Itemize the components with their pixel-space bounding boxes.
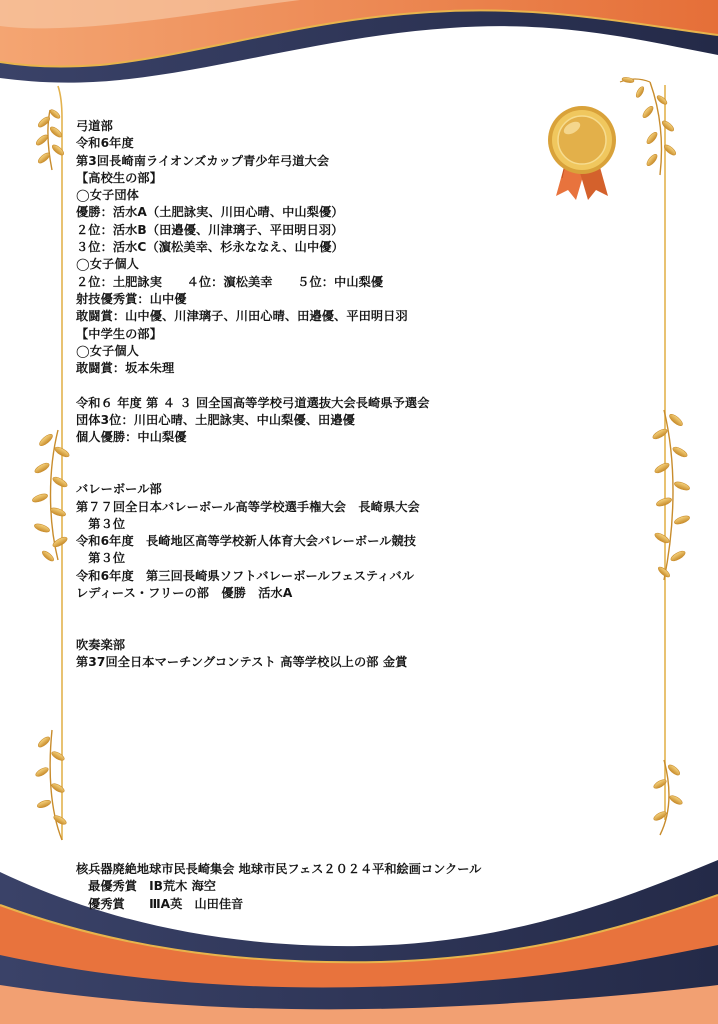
text-line: 令和６ 年度 第 ４ ３ 回全国高等学校弓道選抜大会長崎県予選会 xyxy=(76,395,430,410)
text-line: 優勝：活水A（土肥詠実、川田心晴、中山梨優） xyxy=(76,205,344,220)
laurel-branch-icon xyxy=(35,108,66,170)
peace-art-section xyxy=(76,861,636,913)
text-line: ２位：活水B（田邉優、川津璃子、平田明日羽） xyxy=(76,222,344,237)
text-line: ◯女子個人 xyxy=(76,343,139,358)
laurel-branch-icon xyxy=(651,410,690,580)
text-line: 敢闘賞：山中優、川津璃子、川田心晴、田邉優、平田明日羽 xyxy=(76,309,408,324)
text-line: 【高校生の部】 xyxy=(76,170,163,185)
text-line: 令和6年度 xyxy=(76,136,134,151)
text-line: レディース・フリーの部 優勝 活水A xyxy=(76,586,293,601)
section-title: バレーボール部 xyxy=(76,482,162,497)
spacer xyxy=(76,602,636,637)
text-line: 第３位 xyxy=(76,516,126,531)
section-title: 吹奏楽部 xyxy=(76,637,126,652)
laurel-branch-icon xyxy=(31,430,70,563)
text-line: 核兵器廃絶地球市民長崎集会 地球市民フェス２０２４平和絵画コンクール xyxy=(76,862,482,876)
text-line: ２位：土肥詠実 ４位：濵松美幸 ５位：中山梨優 xyxy=(76,274,384,289)
text-line: 団体3位：川田心晴、土肥詠実、中山梨優、田邉優 xyxy=(76,413,355,428)
text-line: 第3回長崎南ライオンズカップ青少年弓道大会 xyxy=(76,153,330,168)
text-line: 【中学生の部】 xyxy=(76,326,163,341)
kyudo-selection-section xyxy=(76,395,636,447)
laurel-branch-icon xyxy=(652,760,683,835)
text-line: 敢闘賞：坂本朱理 xyxy=(76,361,175,376)
text-line: ◯女子団体 xyxy=(76,188,139,203)
band-section xyxy=(76,637,636,672)
text-line: 令和6年度 第三回長崎県ソフトバレーボールフェスティバル xyxy=(76,568,415,583)
text-line: 第37回全日本マーチングコンテスト 高等学校以上の部 金賞 xyxy=(76,655,408,670)
text-line: 令和6年度 長崎地区高等学校新人体育大会バレーボール競技 xyxy=(76,534,417,549)
text-line: 優秀賞 ⅢA英 山田佳音 xyxy=(76,896,244,911)
text-line: 最優秀賞 ⅠB荒木 海空 xyxy=(76,879,216,894)
text-line: ３位：活水C（濵松美幸、杉永ななえ、山中優） xyxy=(76,240,344,255)
top-wave xyxy=(0,0,718,83)
text-line: 個人優勝：中山梨優 xyxy=(76,430,187,445)
spacer xyxy=(76,447,636,482)
text-line: 第３位 xyxy=(76,551,126,566)
volleyball-section xyxy=(76,481,636,602)
text-line: ◯女子個人 xyxy=(76,257,139,272)
achievements-content xyxy=(76,118,636,672)
kyudo-section xyxy=(76,118,636,377)
spacer xyxy=(76,377,636,394)
text-line: 射技優秀賞：山中優 xyxy=(76,291,187,306)
section-title: 弓道部 xyxy=(76,119,113,133)
text-line: 第７７回全日本バレーボール高等学校選手権大会 長崎県大会 xyxy=(76,499,420,514)
